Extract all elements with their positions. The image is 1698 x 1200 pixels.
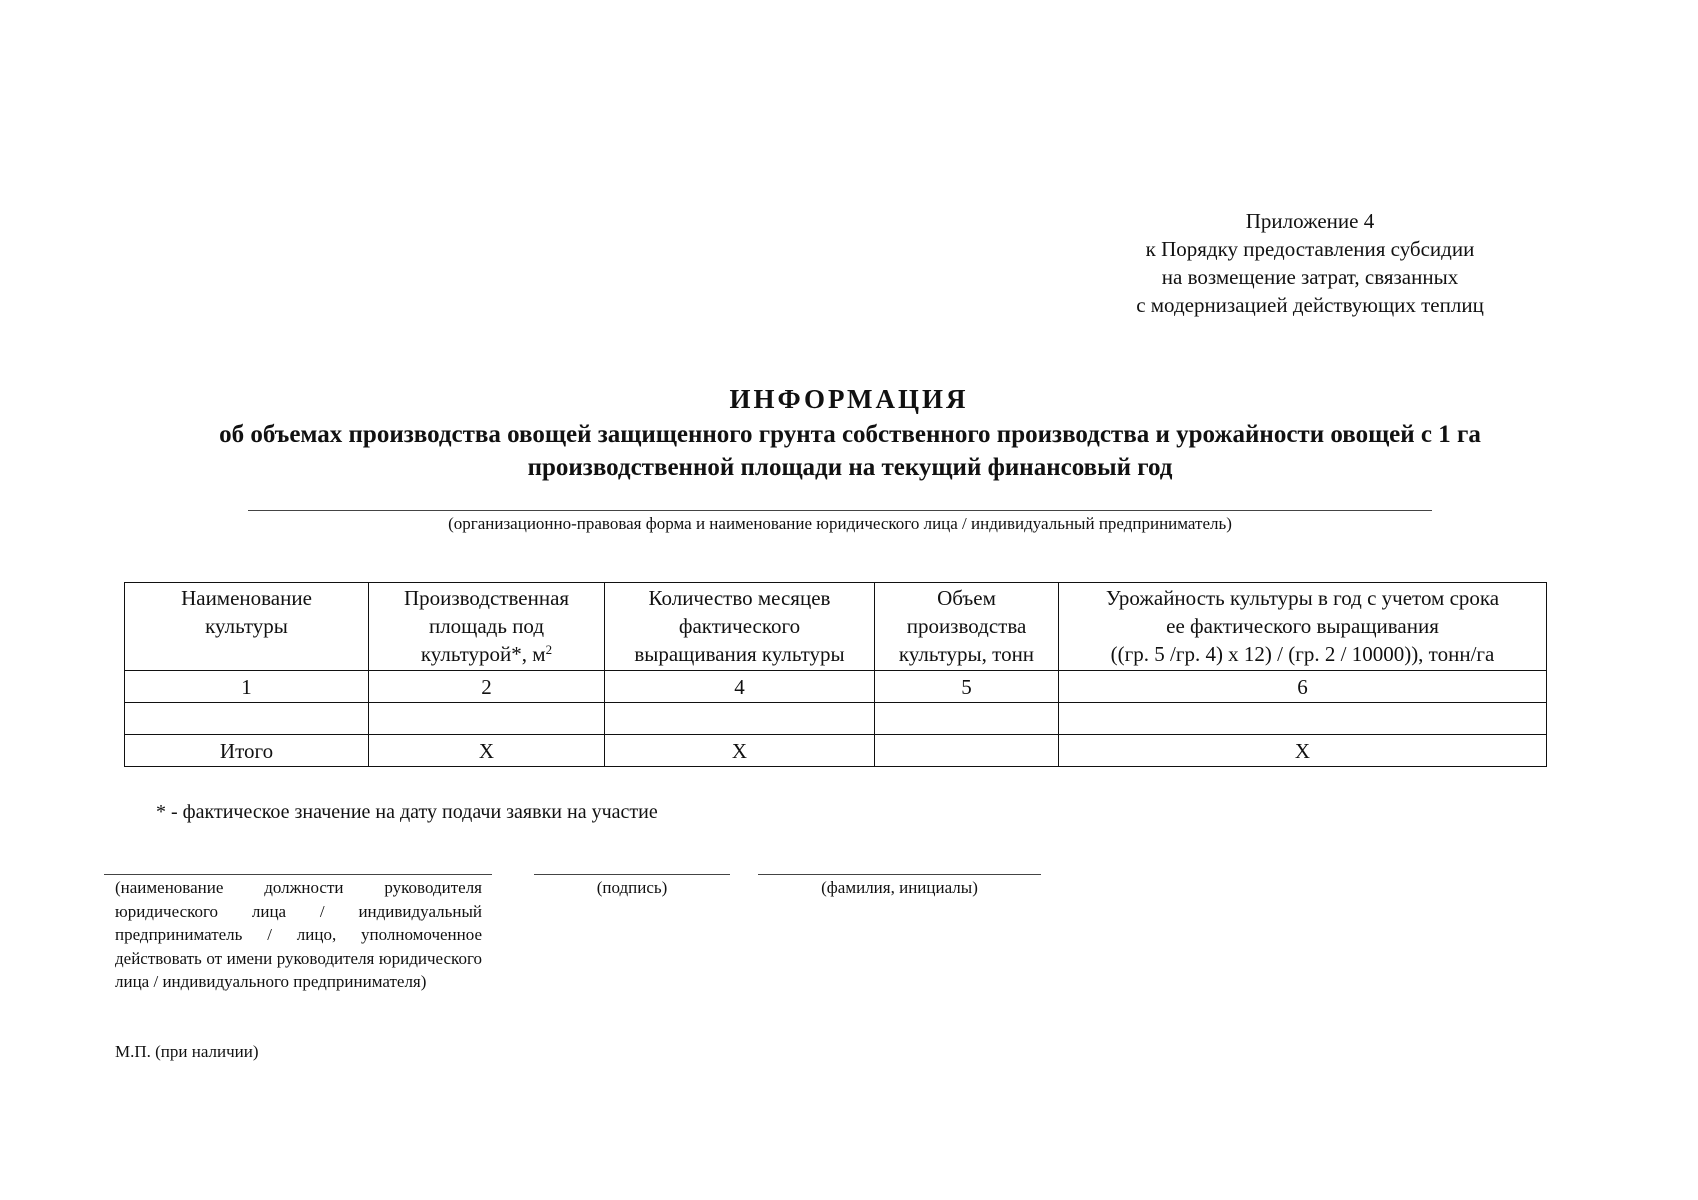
header-production-area-line-3 <box>373 640 600 668</box>
column-number-cell: 1 <box>125 671 369 703</box>
header-yield <box>1059 583 1547 671</box>
table-data-row <box>125 703 1547 735</box>
crop-name-cell[interactable] <box>125 703 369 735</box>
position-signature-line <box>104 874 492 875</box>
header-crop-name-line-1: Наименование <box>181 586 312 610</box>
table-header-row <box>125 583 1547 671</box>
header-yield-line-3: ((гр. 5 /гр. 4) х 12) / (гр. 2 / 10000)), тонн/га <box>1110 642 1495 666</box>
header-production-area-line-1: Производственная <box>403 586 570 610</box>
production-volume-cell[interactable] <box>875 703 1059 735</box>
header-production-volume-line-1: Объем <box>937 586 996 610</box>
appendix-line-3: на возмещение затрат, связанных <box>1161 265 1459 289</box>
subtitle-line-2: производственной площади на текущий финансовый год <box>527 454 1173 481</box>
total-label-cell: Итого <box>125 735 369 767</box>
months-cell[interactable] <box>605 703 875 735</box>
table-total-row <box>125 735 1547 767</box>
org-name-line <box>248 510 1432 511</box>
header-months <box>605 583 875 671</box>
footnote: * - фактическое значение на дату подачи заявки на участие <box>156 801 658 823</box>
header-crop-name-line-2: культуры <box>205 614 288 638</box>
column-number-cell: 5 <box>875 671 1059 703</box>
total-volume-cell[interactable] <box>875 735 1059 767</box>
total-months-cell: Х <box>605 735 875 767</box>
header-production-area-line-2: площадь под <box>428 614 545 638</box>
appendix-line-1: Приложение 4 <box>1245 209 1375 233</box>
total-yield-cell: Х <box>1059 735 1547 767</box>
signature-line <box>534 874 730 875</box>
column-number-cell: 6 <box>1059 671 1547 703</box>
header-production-area <box>369 583 605 671</box>
name-caption: (фамилия, инициалы) <box>821 878 978 897</box>
column-number-row <box>125 671 1547 703</box>
header-production-area-line-3-text: культурой*, м <box>420 642 546 666</box>
header-months-line-3: выращивания культуры <box>634 642 845 666</box>
stamp-note: М.П. (при наличии) <box>115 1042 259 1061</box>
square-superscript: 2 <box>545 642 553 657</box>
position-caption: (наименование должности руководителя юридического лица / индивидуальный предприниматель / лицо, уполномоченное действовать от имени руководителя юридического лица / индивидуального предпринимателя) <box>115 878 482 991</box>
document-title: ИНФОРМАЦИЯ <box>729 384 969 414</box>
appendix-line-2: к Порядку предоставления субсидии <box>1145 237 1475 261</box>
info-table <box>124 582 1547 767</box>
appendix-block <box>1080 207 1540 319</box>
header-yield-line-2: ее фактического выращивания <box>1166 614 1439 638</box>
yield-cell[interactable] <box>1059 703 1547 735</box>
column-number-cell: 4 <box>605 671 875 703</box>
production-area-cell[interactable] <box>369 703 605 735</box>
total-area-cell: Х <box>369 735 605 767</box>
header-production-volume <box>875 583 1059 671</box>
header-yield-line-1: Урожайность культуры в год с учетом срока <box>1105 586 1500 610</box>
subtitle-line-1: об объемах производства овощей защищенного грунта собственного производства и урожайности овощей с 1 га <box>219 421 1481 448</box>
header-production-volume-line-2: производства <box>906 614 1027 638</box>
header-production-volume-line-3: культуры, тонн <box>898 642 1035 666</box>
name-signature-line <box>758 874 1041 875</box>
header-crop-name <box>125 583 369 671</box>
org-name-caption: (организационно-правовая форма и наименование юридического лица / индивидуальный предприниматель) <box>448 514 1232 533</box>
document-subtitle <box>100 418 1600 484</box>
column-number-cell: 2 <box>369 671 605 703</box>
appendix-line-4: с модернизацией действующих теплиц <box>1136 293 1484 317</box>
header-months-line-1: Количество месяцев <box>648 586 831 610</box>
signature-caption: (подпись) <box>596 878 668 897</box>
header-months-line-2: фактического <box>678 614 801 638</box>
